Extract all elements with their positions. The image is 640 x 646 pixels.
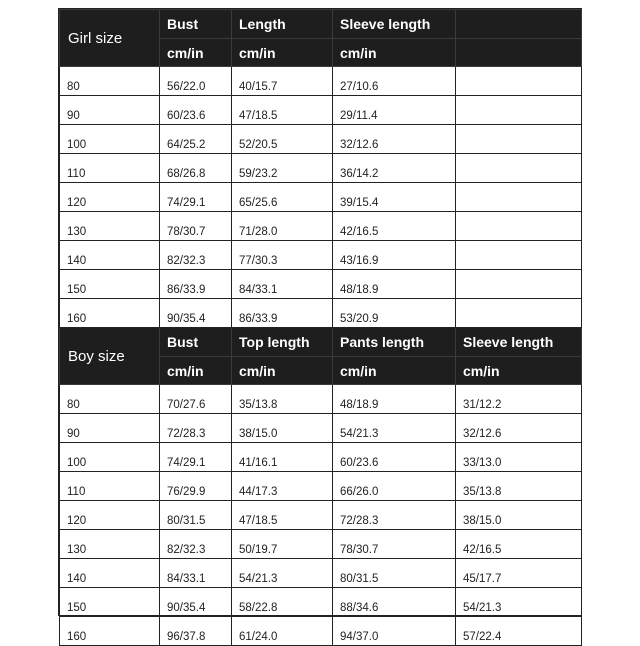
boy-unit-pants-length: cm/in [333,357,456,385]
girl-measure-cell: 65/25.6 [232,183,333,212]
boy-table-row [60,588,582,617]
girl-size-cell: 90 [60,96,160,125]
girl-measure-cell [456,125,582,154]
girl-size-cell: 100 [60,125,160,154]
boy-unit-sleeve-length: cm/in [456,357,582,385]
boy-measure-cell: 54/21.3 [232,559,333,588]
boy-size-cell: 100 [60,443,160,472]
boy-table-row [60,472,582,501]
boy-measure-cell: 61/24.0 [232,617,333,646]
boy-measure-cell: 82/32.3 [160,530,232,559]
girl-size-cell: 140 [60,241,160,270]
girl-size-cell: 130 [60,212,160,241]
girl-header-sleeve-length: Sleeve length [333,10,456,39]
boy-header-bust: Bust [160,328,232,357]
girl-measure-cell [456,212,582,241]
boy-header-pants-length: Pants length [333,328,456,357]
girl-table-row [60,154,582,183]
girl-table-row [60,96,582,125]
girl-measure-cell: 77/30.3 [232,241,333,270]
boy-size-cell: 150 [60,588,160,617]
girl-measure-cell: 56/22.0 [160,67,232,96]
girl-measure-cell: 78/30.7 [160,212,232,241]
girl-measure-cell: 40/15.7 [232,67,333,96]
boy-size-label: Boy size [60,328,160,385]
girl-measure-cell: 84/33.1 [232,270,333,299]
boy-measure-cell: 35/13.8 [456,472,582,501]
girl-measure-cell: 52/20.5 [232,125,333,154]
boy-measure-cell: 41/16.1 [232,443,333,472]
boy-unit-bust: cm/in [160,357,232,385]
girl-measure-cell: 27/10.6 [333,67,456,96]
boy-measure-cell: 88/34.6 [333,588,456,617]
girl-measure-cell: 36/14.2 [333,154,456,183]
girl-size-cell: 120 [60,183,160,212]
girl-table-row [60,270,582,299]
boy-measure-cell: 38/15.0 [456,501,582,530]
girl-unit-sleeve-length: cm/in [333,39,456,67]
girl-unit-bust: cm/in [160,39,232,67]
girl-measure-cell [456,299,582,328]
girl-size-cell: 110 [60,154,160,183]
girl-table-row [60,299,582,328]
girl-measure-cell: 48/18.9 [333,270,456,299]
boy-size-cell: 160 [60,617,160,646]
girl-measure-cell: 68/26.8 [160,154,232,183]
boy-measure-cell: 80/31.5 [333,559,456,588]
boy-header-top-length: Top length [232,328,333,357]
girl-measure-cell: 86/33.9 [160,270,232,299]
boy-measure-cell: 94/37.0 [333,617,456,646]
boy-measure-cell: 84/33.1 [160,559,232,588]
girl-unit-empty [456,39,582,67]
boy-measure-cell: 72/28.3 [333,501,456,530]
boy-measure-cell: 38/15.0 [232,414,333,443]
boy-measure-cell: 74/29.1 [160,443,232,472]
boy-header-sleeve-length: Sleeve length [456,328,582,357]
boy-measure-cell: 60/23.6 [333,443,456,472]
boy-measure-cell: 58/22.8 [232,588,333,617]
girl-measure-cell: 53/20.9 [333,299,456,328]
boy-measure-cell: 96/37.8 [160,617,232,646]
boy-measure-cell: 42/16.5 [456,530,582,559]
girl-measure-cell: 74/29.1 [160,183,232,212]
boy-size-cell: 130 [60,530,160,559]
boy-size-section [60,328,582,646]
girl-header-empty [456,10,582,39]
boy-size-cell: 120 [60,501,160,530]
girl-size-cell: 160 [60,299,160,328]
boy-size-cell: 90 [60,414,160,443]
girl-measure-cell: 64/25.2 [160,125,232,154]
boy-measure-cell: 44/17.3 [232,472,333,501]
boy-table-row [60,443,582,472]
boy-measure-cell: 31/12.2 [456,385,582,414]
boy-measure-cell: 47/18.5 [232,501,333,530]
boy-table-row [60,617,582,646]
girl-measure-cell [456,154,582,183]
boy-measure-cell: 57/22.4 [456,617,582,646]
boy-measure-cell: 80/31.5 [160,501,232,530]
boy-measure-cell: 66/26.0 [333,472,456,501]
girl-measure-cell: 32/12.6 [333,125,456,154]
boy-measure-cell: 50/19.7 [232,530,333,559]
boy-measure-cell: 32/12.6 [456,414,582,443]
girl-measure-cell: 90/35.4 [160,299,232,328]
girl-measure-cell [456,96,582,125]
boy-measure-cell: 45/17.7 [456,559,582,588]
boy-measure-cell: 33/13.0 [456,443,582,472]
size-table [59,9,582,646]
girl-table-row [60,125,582,154]
boy-measure-cell: 48/18.9 [333,385,456,414]
girl-measure-cell: 43/16.9 [333,241,456,270]
girl-header-row [60,10,582,39]
girl-measure-cell: 86/33.9 [232,299,333,328]
girl-measure-cell: 39/15.4 [333,183,456,212]
girl-size-label: Girl size [60,10,160,67]
girl-header-length: Length [232,10,333,39]
boy-header-row [60,328,582,357]
boy-table-row [60,385,582,414]
boy-measure-cell: 76/29.9 [160,472,232,501]
girl-measure-cell [456,183,582,212]
boy-table-row [60,530,582,559]
girl-table-row [60,212,582,241]
boy-size-cell: 110 [60,472,160,501]
girl-table-row [60,183,582,212]
boy-table-row [60,559,582,588]
girl-measure-cell: 47/18.5 [232,96,333,125]
boy-size-cell: 80 [60,385,160,414]
girl-measure-cell: 71/28.0 [232,212,333,241]
boy-measure-cell: 54/21.3 [333,414,456,443]
girl-measure-cell: 42/16.5 [333,212,456,241]
girl-measure-cell [456,241,582,270]
girl-measure-cell: 59/23.2 [232,154,333,183]
boy-measure-cell: 72/28.3 [160,414,232,443]
boy-table-row [60,414,582,443]
girl-measure-cell [456,270,582,299]
boy-measure-cell: 78/30.7 [333,530,456,559]
boy-measure-cell: 35/13.8 [232,385,333,414]
size-chart [58,8,582,643]
girl-measure-cell: 60/23.6 [160,96,232,125]
girl-header-bust: Bust [160,10,232,39]
boy-table-row [60,501,582,530]
girl-table-row [60,241,582,270]
boy-size-cell: 140 [60,559,160,588]
girl-measure-cell: 82/32.3 [160,241,232,270]
boy-measure-cell: 54/21.3 [456,588,582,617]
girl-table-row [60,67,582,96]
boy-measure-cell: 90/35.4 [160,588,232,617]
girl-measure-cell: 29/11.4 [333,96,456,125]
girl-size-cell: 150 [60,270,160,299]
girl-measure-cell [456,67,582,96]
girl-unit-length: cm/in [232,39,333,67]
girl-size-section [60,10,582,328]
boy-unit-top-length: cm/in [232,357,333,385]
boy-measure-cell: 70/27.6 [160,385,232,414]
girl-size-cell: 80 [60,67,160,96]
